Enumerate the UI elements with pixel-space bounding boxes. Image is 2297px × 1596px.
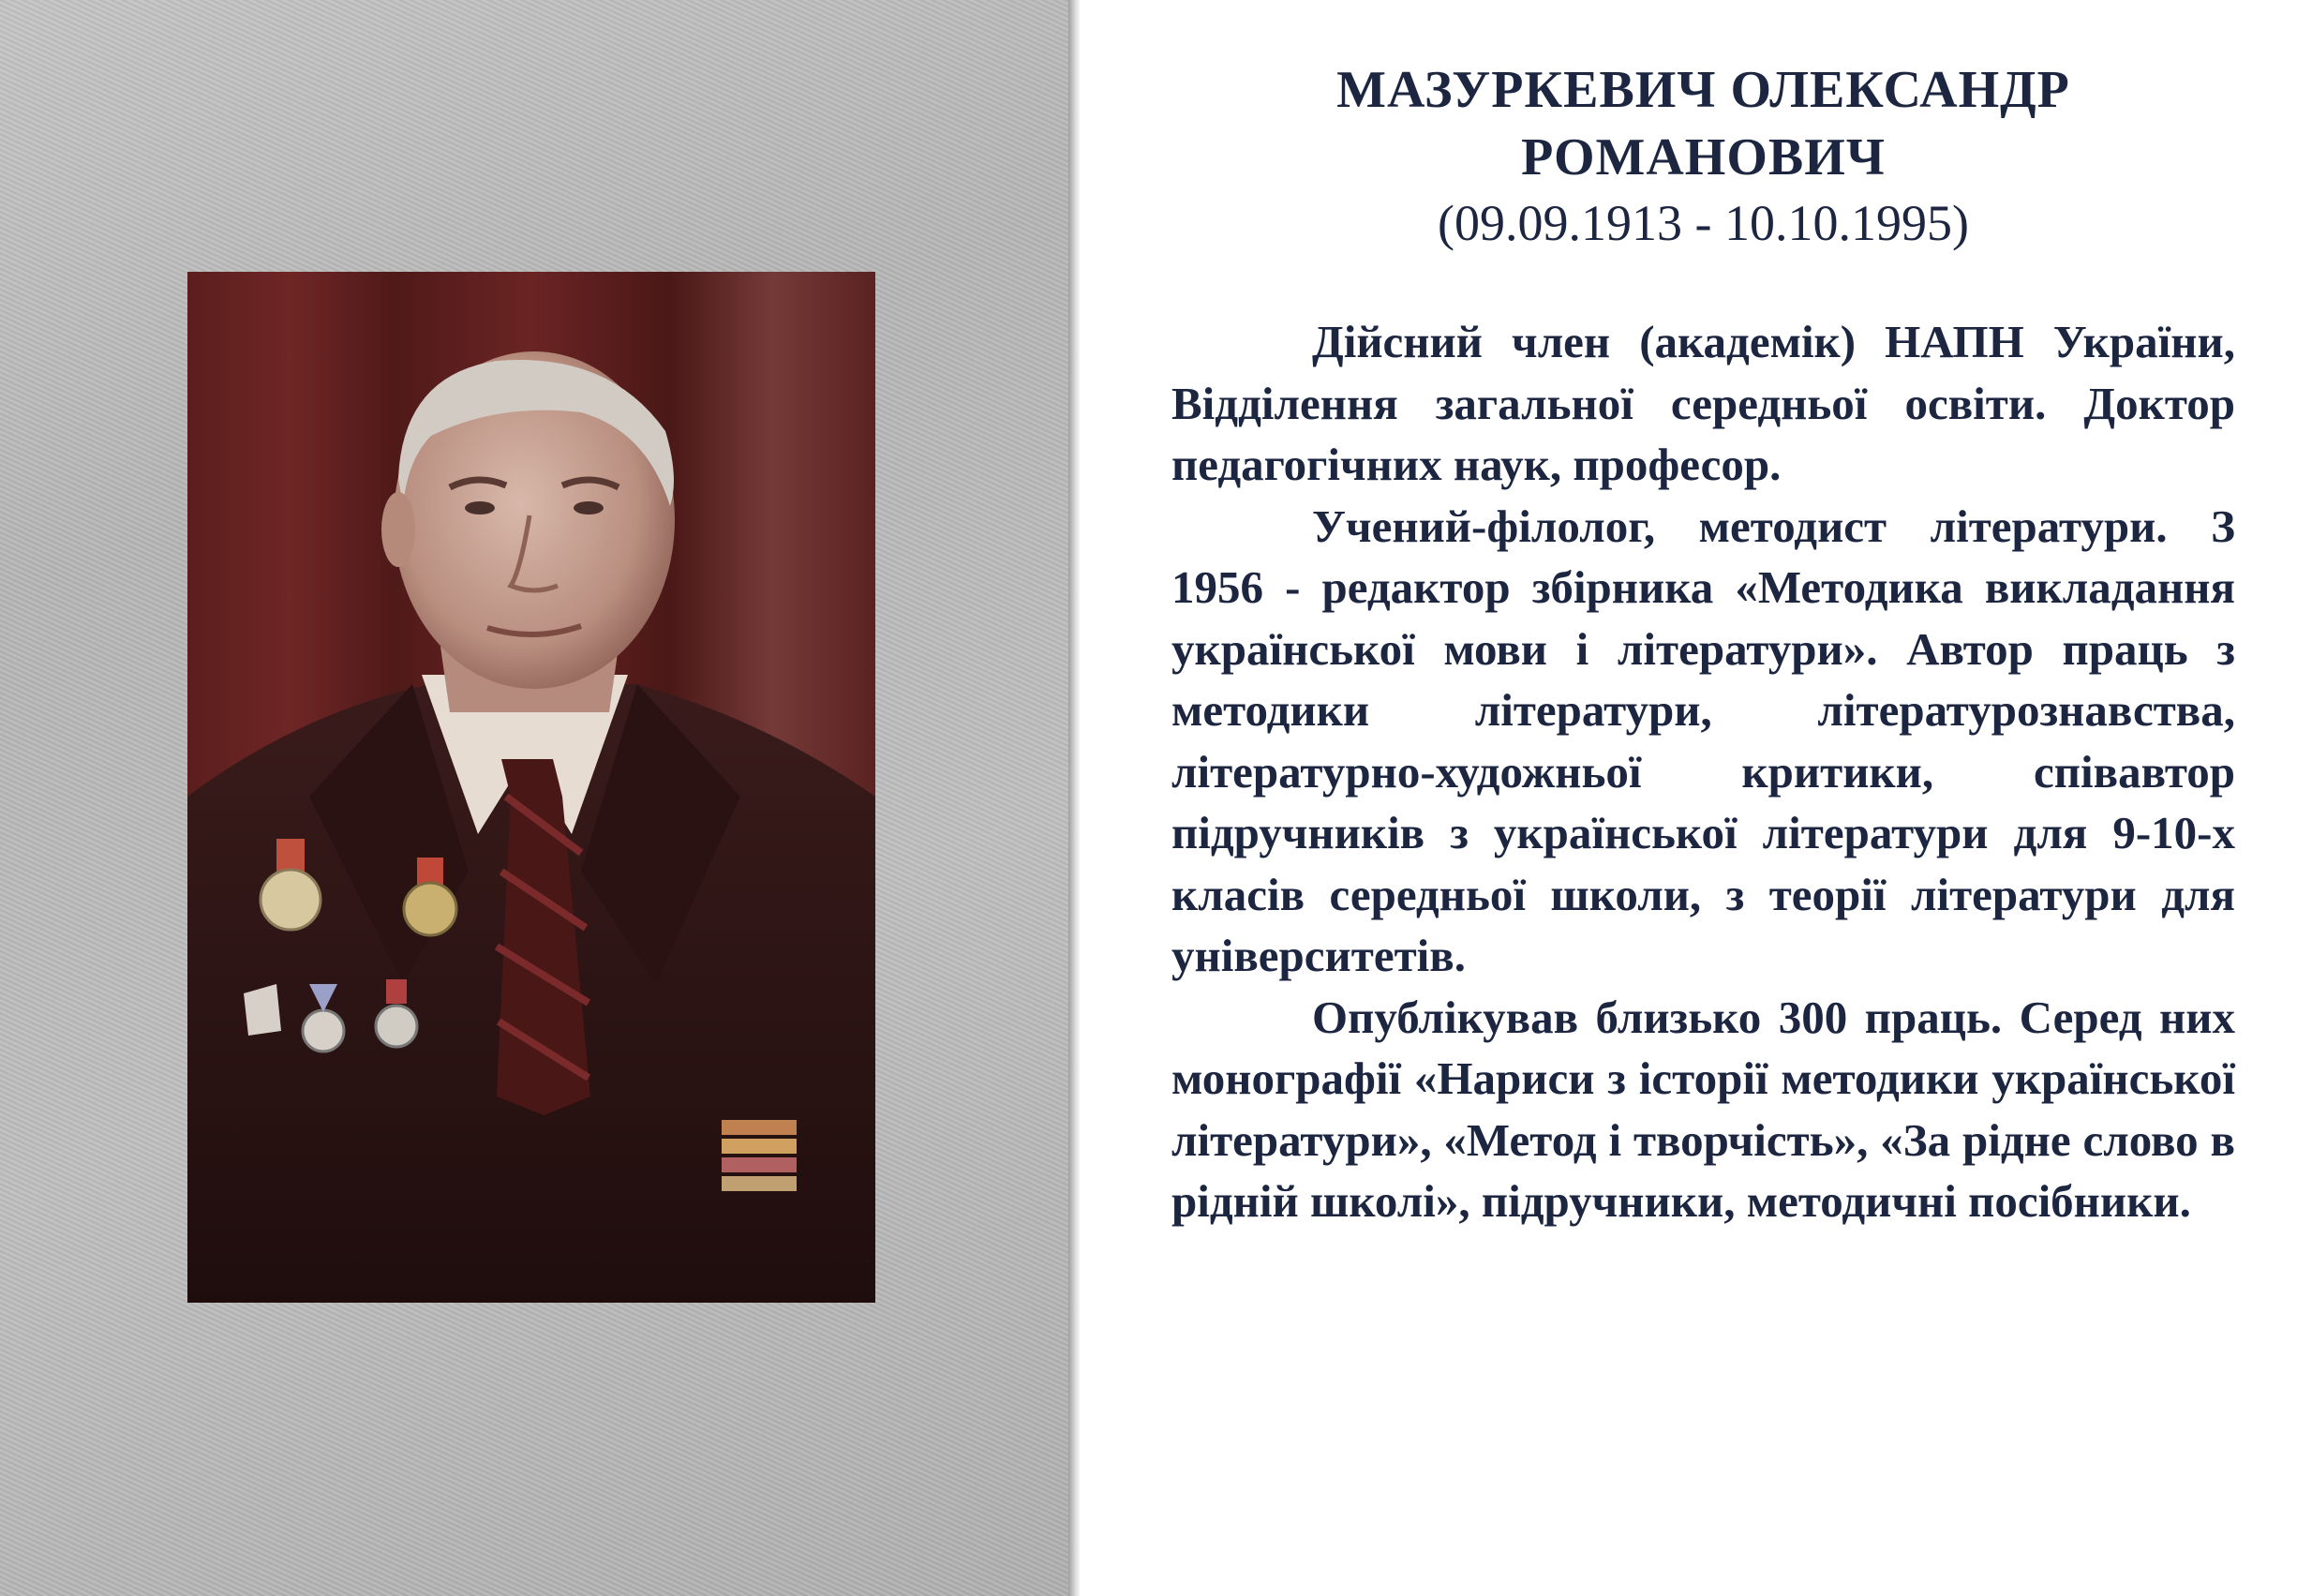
name-line-2: РОМАНОВИЧ [1521,128,1886,186]
paragraph-1: Дійсний член (академік) НАПН України, Відділення загальної середньої освіти. Доктор педагогічних наук, професор. [1171,316,2235,490]
person-name [1171,56,2235,191]
portrait-illustration [187,272,875,1303]
portrait-photo [187,272,875,1303]
paragraph-2: Учений-філолог, методист літератури. З 1956 - редактор збірника «Методика викладання української мови і літератури». Автор праць з методики літератури, літературознавства, літературно-художньої критики, співавтор підручників з української літератури для 9-10-х класів середньої школи, з теорії літератури для університетів. [1171,500,2235,981]
life-dates: (09.09.1913 - 10.10.1995) [1438,195,1969,251]
name-line-1: МАЗУРКЕВИЧ ОЛЕКСАНДР [1336,61,2070,119]
mat-edge [1068,0,1080,1596]
paragraph-3: Опублікував близько 300 праць. Серед них монографії «Нариси з історії методики української літератури», «Метод і творчість», «За рідне слово в рідній школі», підручники, методичні посібники. [1171,991,2235,1227]
biography-text [1171,56,2235,1232]
